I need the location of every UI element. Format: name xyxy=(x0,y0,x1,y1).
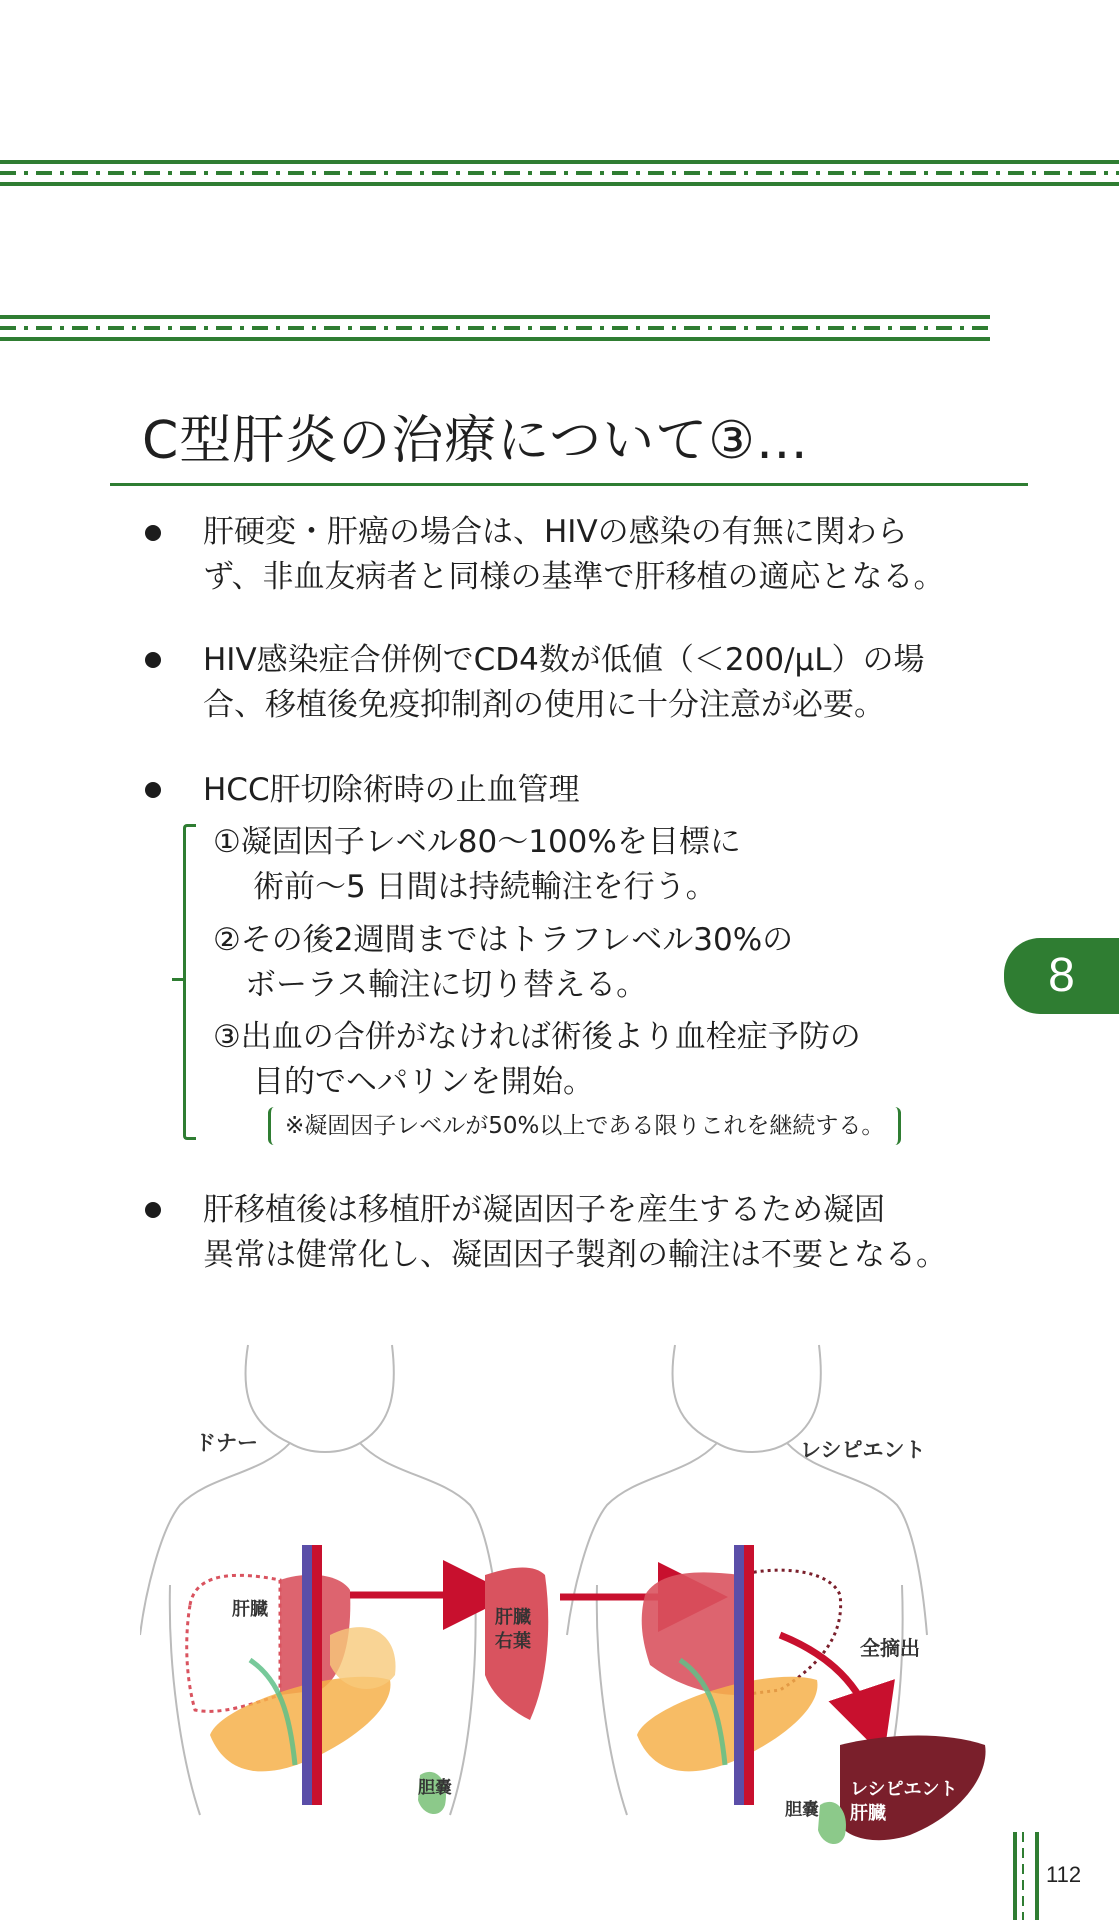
step-2 xyxy=(213,918,793,1008)
steps-bracket xyxy=(183,824,196,1140)
steps-bracket-tick xyxy=(172,978,183,981)
recipient-liver-label-2: 肝臓 xyxy=(850,1803,886,1824)
bullet-1-line-1: 肝硬変・肝癌の場合は、HIVの感染の有無に関わら xyxy=(203,514,908,550)
recipient-liver-label-1: レシピエント xyxy=(850,1779,958,1800)
donor-label: ドナー xyxy=(195,1431,258,1455)
donor-gallbladder-label: 胆嚢 xyxy=(418,1778,452,1798)
donor-liver-outline xyxy=(187,1575,280,1711)
top-band-2 xyxy=(0,315,990,341)
donor-pancreas xyxy=(210,1677,390,1772)
recipient-gallbladder-label: 胆嚢 xyxy=(785,1800,819,1820)
transplant-illustration xyxy=(140,1335,1000,1880)
bullet-dot xyxy=(145,652,161,668)
recipient-organs xyxy=(637,1545,841,1805)
chapter-number: 8 xyxy=(1048,949,1075,1002)
bullet-text-3 xyxy=(203,768,580,813)
bullet-4-line-2: 異常は健常化し、凝固因子製剤の輸注は不要となる。 xyxy=(203,1237,947,1273)
bullet-dot xyxy=(145,1202,161,1218)
step-3 xyxy=(213,1015,861,1105)
bullet-dot xyxy=(145,782,161,798)
step-2-line-2: ボーラス輸注に切り替える。 xyxy=(245,967,648,1003)
bullet-2-line-1: HIV感染症合併例でCD4数が低値（＜200/μL）の場 xyxy=(203,642,925,678)
page-edge-dash xyxy=(1022,1832,1024,1920)
top-band-1 xyxy=(0,160,1119,186)
note-text: ※凝固因子レベルが50%以上である限りこれを継続する。 xyxy=(268,1107,901,1145)
page-edge-marker xyxy=(1013,1832,1039,1920)
page-title: C型肝炎の治療について③… xyxy=(142,411,809,471)
step-2-line-1: ②その後2週間まではトラフレベル30%の xyxy=(213,922,794,958)
recipient-vein xyxy=(734,1545,744,1805)
step-3-line-1: ③出血の合併がなければ術後より血栓症予防の xyxy=(213,1019,861,1055)
bullet-text-1 xyxy=(203,510,945,600)
right-lobe-label-1: 肝臓 xyxy=(495,1607,531,1628)
bullet-3-line-1: HCC肝切除術時の止血管理 xyxy=(203,772,580,808)
step-1-line-2: 術前～5 日間は持続輸注を行う。 xyxy=(253,869,717,905)
donor-organs xyxy=(187,1545,396,1805)
bullet-2-line-2: 合、移植後免疫抑制剤の使用に十分注意が必要。 xyxy=(203,687,885,723)
step-3-line-2: 目的でヘパリンを開始。 xyxy=(253,1064,594,1100)
bullet-dot xyxy=(145,525,161,541)
donor-aorta xyxy=(312,1545,322,1805)
recipient-pancreas xyxy=(637,1677,817,1772)
total-removal-label: 全摘出 xyxy=(860,1636,920,1660)
liver-label: 肝臓 xyxy=(232,1599,268,1620)
title-underline xyxy=(110,483,1028,486)
right-lobe-label-2: 右葉 xyxy=(495,1631,531,1652)
recipient-old-liver-outline xyxy=(740,1570,841,1695)
step-1 xyxy=(213,820,741,910)
bullet-4-line-1: 肝移植後は移植肝が凝固因子を産生するため凝固 xyxy=(203,1192,885,1228)
bullet-text-4 xyxy=(203,1188,947,1278)
recipient-aorta xyxy=(744,1545,754,1805)
step-1-line-1: ①凝固因子レベル80～100%を目標に xyxy=(213,824,741,860)
bullet-1-line-2: ず、非血友病者と同様の基準で肝移植の適応となる。 xyxy=(203,559,945,595)
recipient-new-liver xyxy=(642,1572,740,1695)
bullet-text-2 xyxy=(203,638,925,728)
page-number: 112 xyxy=(1046,1862,1082,1887)
recipient-label: レシピエント xyxy=(800,1438,926,1462)
donor-vein xyxy=(302,1545,312,1805)
